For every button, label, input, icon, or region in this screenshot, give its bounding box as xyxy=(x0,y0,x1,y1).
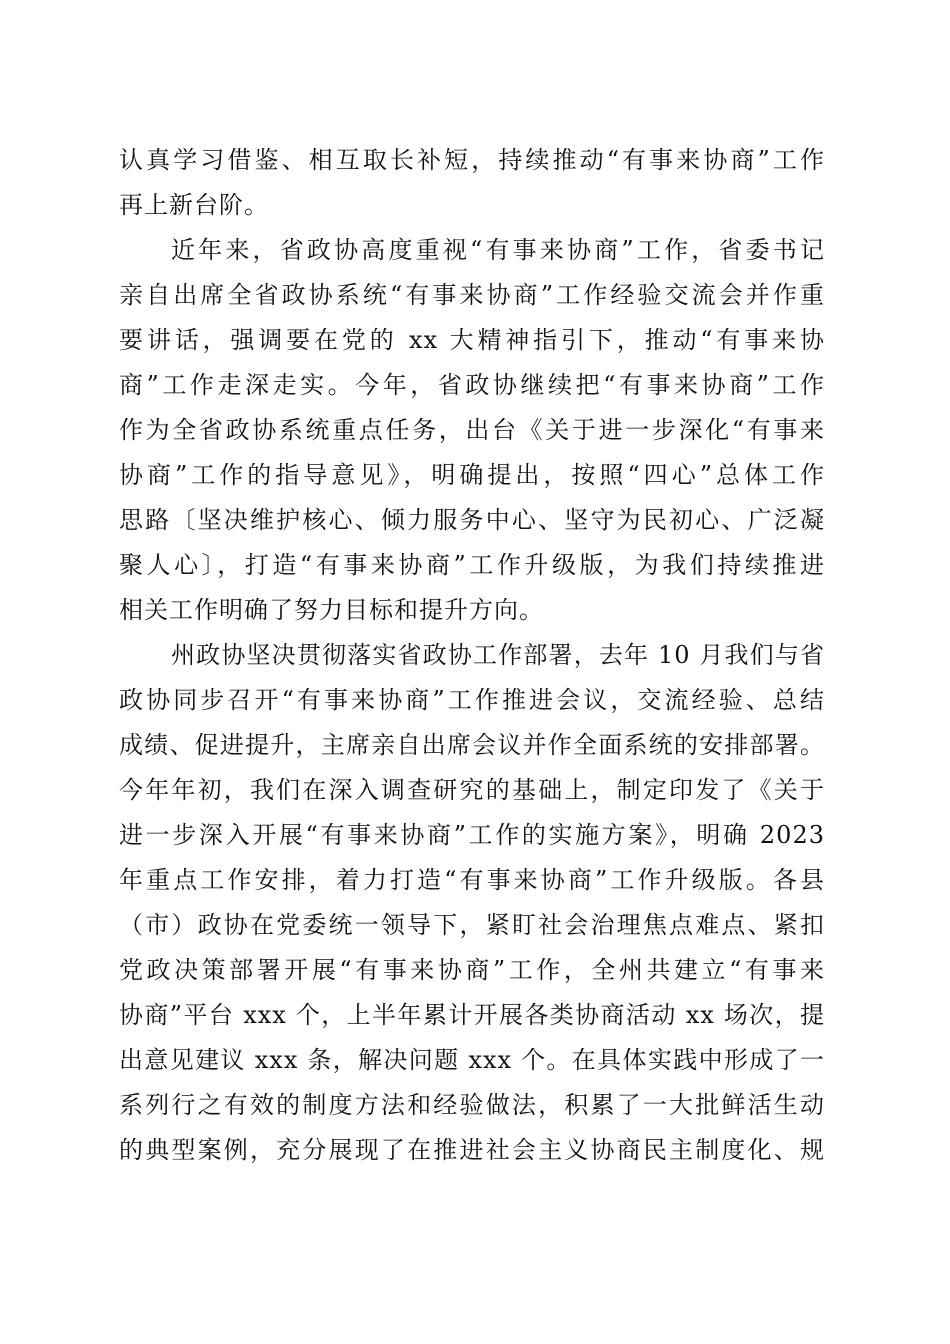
paragraph-3 xyxy=(119,633,825,1173)
text-line: 的典型案例，充分展现了在推进社会主义协商民主制度化、规 xyxy=(119,1136,825,1164)
text-line: 商”工作走深走实。今年，省政协继续把“有事来协商”工作 xyxy=(119,371,825,399)
text-line: 聚人心〕，打造“有事来协商”工作升级版，为我们持续推进 xyxy=(119,551,825,579)
text-line: 相关工作明确了努力目标和提升方向。 xyxy=(119,596,544,624)
text-line: 年重点工作安排，着力打造“有事来协商”工作升级版。各县 xyxy=(119,866,825,894)
text-line: 亲自出席全省政协系统“有事来协商”工作经验交流会并作重 xyxy=(119,281,825,309)
text-line: 系列行之有效的制度方法和经验做法，积累了一大批鲜活生动 xyxy=(119,1091,825,1119)
text-line: 协商”工作的指导意见》，明确提出，按照“四心”总体工作 xyxy=(119,461,825,489)
text-line: 认真学习借鉴、相互取长补短，持续推动“有事来协商”工作 xyxy=(119,146,825,174)
document-body xyxy=(119,138,825,1173)
text-line: 今年年初，我们在深入调查研究的基础上，制定印发了《关于 xyxy=(119,776,825,804)
text-line: 党政决策部署开展“有事来协商”工作，全州共建立“有事来 xyxy=(119,956,825,984)
paragraph-2 xyxy=(119,228,825,633)
text-line: 出意见建议 xxx 条，解决问题 xxx 个。在具体实践中形成了一 xyxy=(119,1046,825,1074)
text-line: 思路〔坚决维护核心、倾力服务中心、坚守为民初心、广泛凝 xyxy=(119,506,825,534)
text-line: 作为全省政协系统重点任务，出台《关于进一步深化“有事来 xyxy=(119,416,825,444)
text-line: （市）政协在党委统一领导下，紧盯社会治理焦点难点、紧扣 xyxy=(119,911,825,939)
text-line: 要讲话，强调要在党的 xx 大精神指引下，推动“有事来协 xyxy=(119,326,825,354)
text-line: 协商”平台 xxx 个，上半年累计开展各类协商活动 xx 场次，提 xyxy=(119,1001,825,1029)
text-line: 再上新台阶。 xyxy=(119,191,269,219)
text-line: 政协同步召开“有事来协商”工作推进会议，交流经验、总结 xyxy=(119,686,825,714)
text-line: 进一步深入开展“有事来协商”工作的实施方案》，明确 2023 xyxy=(119,821,825,849)
paragraph-1 xyxy=(119,138,825,228)
text-line: 近年来，省政协高度重视“有事来协商”工作，省委书记 xyxy=(171,236,825,264)
text-line: 成绩、促进提升，主席亲自出席会议并作全面系统的安排部署。 xyxy=(119,731,825,759)
text-line: 州政协坚决贯彻落实省政协工作部署，去年 10 月我们与省 xyxy=(171,641,825,669)
